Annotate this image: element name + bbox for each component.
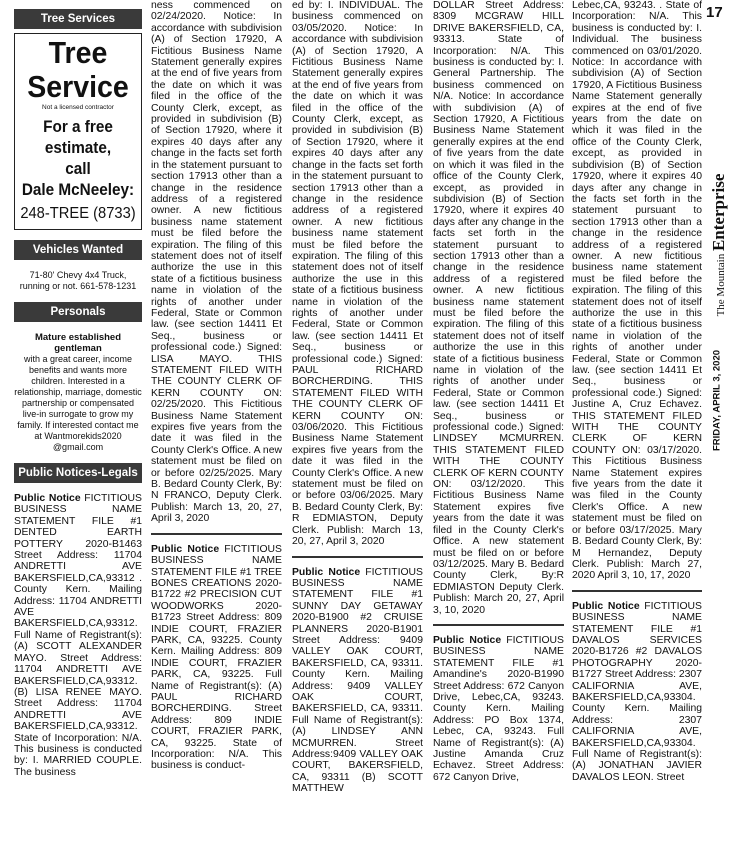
- personals-lead: Mature established gentleman: [34, 332, 122, 354]
- ad-title-line2: Service: [27, 69, 129, 104]
- notice-continuation: DOLLAR Street Address: 8309 MCGRAW HILL DRIVE BAKERSFIELD, CA, 93313. State of Incorporation: N/A. This business is conducted by: I. General Partnership. The business commenced on N/A. Notice: In accordance with subdivision (A) of Section 17920, A Fictitious Business Name Statement generally expires at the end of five years from the date on which it was filed in the office of the County Clerk, except, as provided in subdivision (B) of Section 17920, where it expires 40 days after any change in the facts set forth in the statement pursuant to section 17913 other than a change in the residence address of a registered owner. A new fictitious business name statement must be filed before the expiration. The filing of this statement does not of itself authorize the use in this state of a fictitious business name in violation of the rights of another under Federal, State or Common law. (see section 14411 Et Seq., business or professional code.) Signed: LINDSEY MCMURREN. THIS STATEMENT FILED WITH THE COUNTY CLERK OF KERN COUNTY ON: 03/12/2020. This Fictitious Business Name Statement expires five years from the date it was filed in the County Clerk's Office. A new statement must be filed on or before 03/12/2025. Mary B. Bedard County Clerk, By:R EDMIASTON Deputy Clerk. Publish: March 20, 27, April 3, 10, 2020: [433, 0, 564, 616]
- notice-body: FICTITIOUS BUSINESS NAME STATEMENT FILE #1 DAVALOS SERVICES 2020-B1726 #2 DAVALOS PHOTOGRAPHY 2020-B1727 Street Address: 2307 CALIFORNIA AVE, BAKERSFIELD,CA,93304. County Kern. Mailing Address: 2307 CALIFORNIA AVE, BAKERSFIELD,CA,93304. Full Name of Registrant(s): (A) JONATHAN JAVIER DAVALOS LEON. Street: [572, 600, 702, 783]
- column-divider: [292, 556, 423, 558]
- public-notice-2: [151, 544, 282, 772]
- personals-text: with a great career, income benefits and wants more children. Interested in a relationship, marriage, domestic partnership or compensated live-in surrogate to grow my family. If interested contact me at Wantmorekids2020 @gmail.com: [14, 354, 142, 452]
- notice-heading: Public Notice: [151, 543, 220, 555]
- notices-column-4: [433, 0, 564, 853]
- vehicles-wanted-text: 71-80' Chevy 4x4 Truck, running or not. 661-578-1231: [19, 270, 137, 291]
- column-divider: [572, 590, 702, 592]
- page-rail: [704, 0, 731, 853]
- ad-license-note: Not a licensed contractor: [42, 104, 114, 111]
- column-divider: [151, 533, 282, 535]
- vehicles-wanted-header: Vehicles Wanted: [14, 240, 142, 260]
- notice-heading: Public Notice: [433, 634, 502, 646]
- ad-line4: Dale McNeeley:: [21, 180, 135, 199]
- ad-line3: call: [65, 159, 91, 178]
- notices-column-3: [292, 0, 423, 853]
- notice-continuation: Lebec,CA, 93243. . State of Incorporation: N/A. This business is conducted by: I. Individual. The business commenced on 03/01/2020. Notice: In accordance with subdivision (A) of Section 17920, A Fictitious Business Name Statement generally expires at the end of five years from the date on which it was filed in the office of the County Clerk, except, as provided in subdivision (B) of Section 17920, where it expires 40 days after any change in the facts set forth in the statement pursuant to section 17913 other than a change in the residence address of a registered owner. A new fictitious business name statement must be filed before the expiration. The filing of this statement does not of itself authorize the use in this state of a fictitious business name in violation of the rights of another under Federal, State or Common law. (see section 14411 Et Seq., business or professional code.) Signed: Justine A, Cruz Echavez. THIS STATEMENT FILED WITH THE COUNTY CLERK OF KERN COUNTY ON: 03/17/2020. This Fictitious Business Name Statement expires five years from the date it was filed in the County Clerk's Office. A new statement must be filed on or before 03/17/2025. Mary B. Bedard County Clerk, By: M Hernandez, Deputy Clerk. Publish: March 27, 2020 April 3, 10, 17, 2020: [572, 0, 702, 582]
- column-divider: [433, 624, 564, 626]
- notice-heading: Public Notice: [572, 600, 640, 612]
- issue-date: FRIDAY, APRIL 3, 2020: [711, 349, 723, 452]
- notices-column-2: [151, 0, 282, 853]
- tree-service-ad: [14, 33, 142, 230]
- notice-continuation: ed by: I. INDIVIDUAL. The business commenced on 03/05/2020. Notice: In accordance with subdivision (A) of Section 17920, A Fictitious Business Name Statement generally expires at the end of five years from the date on which it was filed in the office of the County Clerk, except, as provided in subdivision (B) of Section 17920, where it expires 40 days after any change in the facts set forth in the statement pursuant to section 17913 other than a change in the residence address of a registered owner. A new fictitious business name statement must be filed before the expiration. The filing of this statement does not of itself authorize the use in this state of a fictitious business name in violation of the rights of another under Federal, State or Common law. (see section 14411 Et Seq., business or professional code.) Signed: PAUL RICHARD BORCHERDING. THIS STATEMENT FILED WITH THE COUNTY CLERK OF KERN COUNTY ON: 03/06/2020. This Fictitious Business Name Statement expires five years from the date it was filed in the County Clerk's Office. A new statement must be filed on or before 03/06/2025. Mary B. Bedard County Clerk, By: R EDMIASTON, Deputy Clerk. Publish: March 13, 20, 27, April 3, 2020: [292, 0, 423, 548]
- public-notice-5: [572, 601, 702, 784]
- public-notice-1: [14, 493, 142, 778]
- ad-phone: 248-TREE (8733): [20, 205, 136, 222]
- notice-continuation: ness commenced on 02/24/2020. Notice: In accordance with subdivision (A) of Section 17920, A Fictitious Business Name Statement generally expires at the end of five years from the date on which it was filed in the office of the County Clerk, except, as provided in subdivision (B) of Section 17920, where it expires 40 days after any change in the facts set forth in the statement pursuant to section 17913 other than a change in the residence address of a registered owner. A new fictitious business name statement must be filed before the expiration. The filing of this statement does not of itself authorize the use in this state of a fictitious business name in violation of the rights of another under Federal, State or Common law. (see section 14411 Et Seq., business or professional code.) Signed: LISA MAYO. THIS STATEMENT FILED WITH THE COUNTY CLERK OF KERN COUNTY ON: 02/25/2020. This Fictitious Business Name Statement expires five years from the date it was filed in the County Clerk's Office. A new statement must be filed on or before 02/25/2025. Mary B. Bedard County Clerk, By: N FRANCO, Deputy Clerk. Publish: March 13, 20, 27, April 3, 2020: [151, 0, 282, 525]
- notice-heading: Public Notice: [292, 566, 361, 578]
- personals-ad: [14, 332, 142, 453]
- public-notice-4: [433, 635, 564, 783]
- notice-body: FICTITIOUS BUSINESS NAME STATEMENT FILE #1 DENTED EARTH POTTERY 2020-B1463 Street Address: 11704 ANDRETTI AVE BAKERSFIELD,CA,93312 . County Kern. Mailing Address: 11704 ANDRETTI AVE BAKERSFIELD,CA,93312. Full Name of Registrant(s): (A) SCOTT ALEXANDER MAYO. Street Address: 11704 ANDRETTI AVE BAKERSFIELD,CA,93312. (B) LISA RENEE MAYO. Street Address: 11704 ANDRETTI AVE BAKERSFIELD,CA,93312. State of Incorporation: N/A. This business is conducted by: I. MARRIED COUPLE. The business: [14, 493, 142, 778]
- public-notices-header: Public Notices-Legals: [14, 463, 142, 483]
- ad-line2: estimate,: [44, 138, 112, 157]
- notice-body: FICTITIOUS BUSINESS NAME STATEMENT FILE #1 Amandine's 2020-B1990 Street Address: 672 Canyon Drive, Lebec,CA, 93243. County Kern. Mailing Address: PO Box 1374, Lebec, CA, 93243. Full Name of Registrant(s): (A) Justine Amanda Cruz Echavez. Street Address: 672 Canyon Drive,: [433, 634, 564, 783]
- masthead-prefix: The Mountain: [715, 253, 727, 317]
- classifieds-column: [14, 0, 142, 853]
- notice-heading: Public Notice: [14, 493, 81, 504]
- ad-line1: For a free: [43, 117, 113, 136]
- personals-header: Personals: [14, 302, 142, 322]
- tree-services-header: Tree Services: [14, 9, 142, 29]
- notice-body: FICTITIOUS BUSINESS NAME STATEMENT FILE #1 SUNNY DAY GETAWAY 2020-B1900 #2 CRUISE PLANNERS 2020-B1901 Street Address: 9409 VALLEY OAK COURT, BAKERSFIELD, CA, 93311. County Kern. Mailing Address: 9409 VALLEY OAK COURT, BAKERSFIELD, CA, 93311. Full Name of Registrant(s): (A) LINDSEY ANN MCMURREN. Street Address:9409 VALLEY OAK COURT, BAKERSFIELD, CA, 93311 (B) SCOTT MATTHEW: [292, 566, 423, 795]
- public-notice-3: [292, 567, 423, 795]
- notice-body: FICTITIOUS BUSINESS NAME STATEMENT FILE #1 TREE BONES CREATIONS 2020-B1722 #2 PRECISION CUT WOODWORKS 2020-B1723 Street Address: 809 INDIE COURT, FRAZIER PARK, CA, 93225. County Kern. Mailing Address: 809 INDIE COURT, FRAZIER PARK, CA, 93225. Full Name of Registrant(s): (A) PAUL RICHARD BORCHERDING. Street Address: 809 INDIE COURT, FRAZIER PARK, CA, 93225. State of Incorporation: N/A. This business is conduct-: [151, 543, 282, 772]
- ad-title-line1: Tree: [48, 35, 108, 70]
- notices-column-5: [572, 0, 702, 853]
- page-number: 17: [706, 4, 723, 21]
- masthead-brand: Enterprise: [709, 173, 728, 252]
